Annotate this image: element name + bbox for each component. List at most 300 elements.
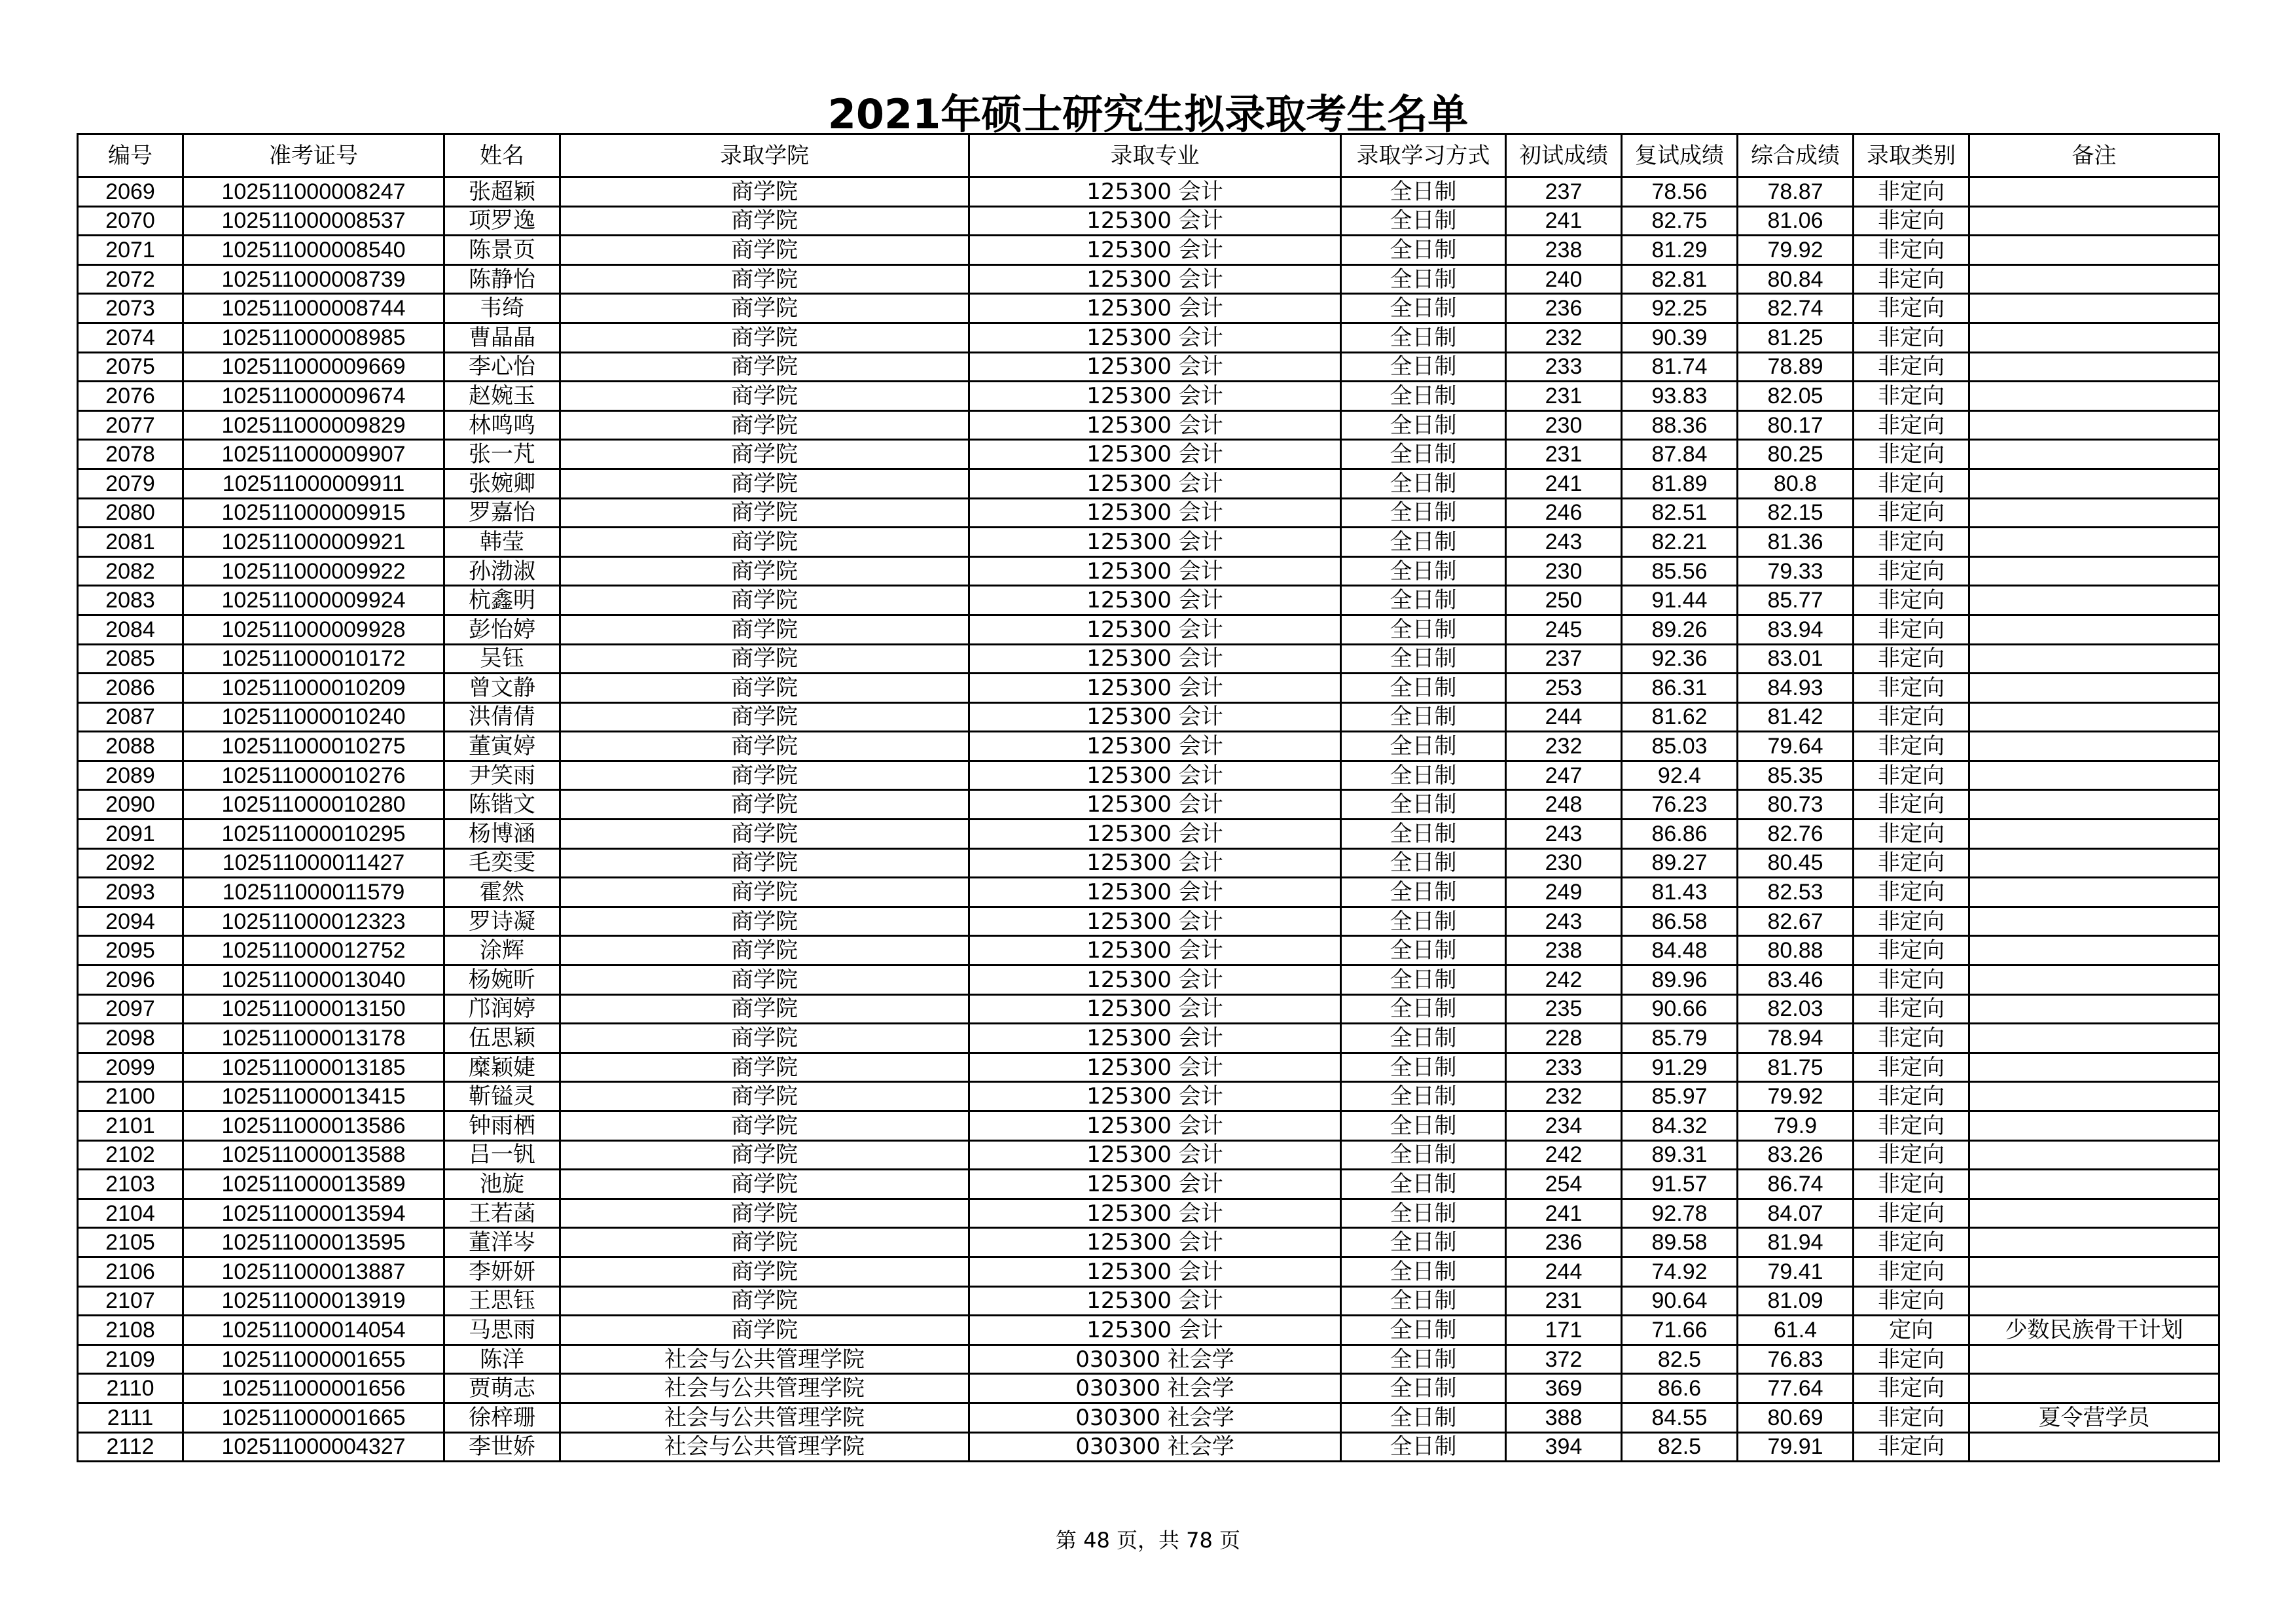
- cell-school: 商学院: [560, 1053, 969, 1082]
- table-row: [78, 556, 2219, 586]
- col-header-category: 录取类别: [1854, 134, 1969, 177]
- cell-study-mode: 全日制: [1341, 1344, 1506, 1374]
- cell-retest-score: 81.89: [1622, 469, 1738, 498]
- col-header-retest-score: 复试成绩: [1622, 134, 1738, 177]
- cell-initial-score: 241: [1506, 469, 1622, 498]
- cell-initial-score: 230: [1506, 410, 1622, 440]
- cell-overall-score: 80.69: [1738, 1403, 1854, 1432]
- cell-name: 徐梓珊: [444, 1403, 560, 1432]
- cell-major: 125300 会计: [969, 586, 1341, 615]
- cell-remarks: [1969, 615, 2219, 644]
- cell-exam-number: 102511000009674: [183, 382, 444, 411]
- cell-major: 125300 会计: [969, 1199, 1341, 1228]
- cell-name: 钟雨栖: [444, 1111, 560, 1141]
- cell-id: 2095: [78, 936, 183, 965]
- cell-school: 商学院: [560, 907, 969, 936]
- cell-category: 非定向: [1854, 556, 1969, 586]
- cell-name: 杨博涵: [444, 820, 560, 849]
- cell-exam-number: 102511000001656: [183, 1374, 444, 1403]
- cell-category: 非定向: [1854, 1170, 1969, 1199]
- cell-exam-number: 102511000013415: [183, 1082, 444, 1111]
- cell-retest-score: 92.25: [1622, 294, 1738, 323]
- cell-school: 商学院: [560, 1024, 969, 1053]
- cell-id: 2105: [78, 1228, 183, 1257]
- table-row: [78, 382, 2219, 411]
- cell-study-mode: 全日制: [1341, 206, 1506, 236]
- table-row: [78, 936, 2219, 965]
- cell-initial-score: 394: [1506, 1432, 1622, 1462]
- cell-remarks: 少数民族骨干计划: [1969, 1316, 2219, 1345]
- col-header-overall-score: 综合成绩: [1738, 134, 1854, 177]
- cell-id: 2078: [78, 440, 183, 469]
- table-row: [78, 848, 2219, 878]
- cell-study-mode: 全日制: [1341, 1053, 1506, 1082]
- cell-exam-number: 102511000013040: [183, 965, 444, 995]
- cell-retest-score: 89.27: [1622, 848, 1738, 878]
- cell-exam-number: 102511000001665: [183, 1403, 444, 1432]
- cell-category: 非定向: [1854, 177, 1969, 207]
- cell-initial-score: 241: [1506, 206, 1622, 236]
- cell-initial-score: 243: [1506, 528, 1622, 557]
- cell-retest-score: 82.51: [1622, 498, 1738, 528]
- cell-school: 社会与公共管理学院: [560, 1403, 969, 1432]
- cell-overall-score: 80.8: [1738, 469, 1854, 498]
- cell-study-mode: 全日制: [1341, 790, 1506, 820]
- cell-id: 2079: [78, 469, 183, 498]
- table-row: [78, 264, 2219, 294]
- cell-exam-number: 102511000010280: [183, 790, 444, 820]
- cell-exam-number: 102511000009907: [183, 440, 444, 469]
- cell-initial-score: 237: [1506, 644, 1622, 674]
- cell-major: 125300 会计: [969, 528, 1341, 557]
- cell-major: 125300 会计: [969, 469, 1341, 498]
- cell-school: 商学院: [560, 528, 969, 557]
- cell-overall-score: 61.4: [1738, 1316, 1854, 1345]
- cell-remarks: [1969, 469, 2219, 498]
- cell-retest-score: 74.92: [1622, 1257, 1738, 1286]
- cell-retest-score: 92.4: [1622, 761, 1738, 790]
- cell-school: 商学院: [560, 820, 969, 849]
- cell-retest-score: 92.78: [1622, 1199, 1738, 1228]
- cell-major: 125300 会计: [969, 1140, 1341, 1170]
- cell-exam-number: 102511000012752: [183, 936, 444, 965]
- table-row: [78, 352, 2219, 382]
- col-header-school: 录取学院: [560, 134, 969, 177]
- table-row: [78, 1053, 2219, 1082]
- table-row: [78, 586, 2219, 615]
- cell-major: 125300 会计: [969, 820, 1341, 849]
- cell-initial-score: 232: [1506, 1082, 1622, 1111]
- cell-school: 商学院: [560, 1286, 969, 1316]
- cell-school: 商学院: [560, 761, 969, 790]
- cell-id: 2089: [78, 761, 183, 790]
- cell-major: 125300 会计: [969, 1170, 1341, 1199]
- cell-study-mode: 全日制: [1341, 1316, 1506, 1345]
- cell-overall-score: 79.91: [1738, 1432, 1854, 1462]
- cell-initial-score: 231: [1506, 382, 1622, 411]
- cell-overall-score: 82.74: [1738, 294, 1854, 323]
- cell-remarks: [1969, 382, 2219, 411]
- cell-exam-number: 102511000010172: [183, 644, 444, 674]
- cell-overall-score: 81.06: [1738, 206, 1854, 236]
- cell-initial-score: 171: [1506, 1316, 1622, 1345]
- cell-retest-score: 89.26: [1622, 615, 1738, 644]
- cell-initial-score: 242: [1506, 1140, 1622, 1170]
- cell-category: 非定向: [1854, 1140, 1969, 1170]
- cell-initial-score: 230: [1506, 556, 1622, 586]
- table-row: [78, 994, 2219, 1024]
- cell-overall-score: 83.01: [1738, 644, 1854, 674]
- table-row: [78, 1140, 2219, 1170]
- cell-overall-score: 82.53: [1738, 878, 1854, 907]
- cell-category: 非定向: [1854, 1344, 1969, 1374]
- cell-study-mode: 全日制: [1341, 615, 1506, 644]
- cell-exam-number: 102511000009915: [183, 498, 444, 528]
- cell-school: 商学院: [560, 790, 969, 820]
- cell-study-mode: 全日制: [1341, 294, 1506, 323]
- cell-id: 2109: [78, 1344, 183, 1374]
- cell-initial-score: 242: [1506, 965, 1622, 995]
- cell-overall-score: 79.41: [1738, 1257, 1854, 1286]
- cell-name: 董寅婷: [444, 732, 560, 761]
- cell-initial-score: 246: [1506, 498, 1622, 528]
- cell-major: 125300 会计: [969, 1286, 1341, 1316]
- cell-remarks: [1969, 1111, 2219, 1141]
- cell-study-mode: 全日制: [1341, 264, 1506, 294]
- cell-retest-score: 91.44: [1622, 586, 1738, 615]
- cell-retest-score: 84.55: [1622, 1403, 1738, 1432]
- table-row: [78, 1316, 2219, 1345]
- cell-category: 非定向: [1854, 994, 1969, 1024]
- cell-major: 125300 会计: [969, 1111, 1341, 1141]
- table-row: [78, 965, 2219, 995]
- cell-remarks: [1969, 1082, 2219, 1111]
- cell-overall-score: 84.93: [1738, 674, 1854, 703]
- cell-initial-score: 388: [1506, 1403, 1622, 1432]
- col-header-exam-number: 准考证号: [183, 134, 444, 177]
- cell-initial-score: 233: [1506, 352, 1622, 382]
- cell-major: 125300 会计: [969, 177, 1341, 207]
- cell-name: 赵婉玉: [444, 382, 560, 411]
- cell-study-mode: 全日制: [1341, 936, 1506, 965]
- table-row: [78, 1257, 2219, 1286]
- cell-id: 2107: [78, 1286, 183, 1316]
- cell-category: 非定向: [1854, 264, 1969, 294]
- table-row: [78, 644, 2219, 674]
- table-row: [78, 294, 2219, 323]
- cell-study-mode: 全日制: [1341, 440, 1506, 469]
- table-row: [78, 878, 2219, 907]
- cell-category: 非定向: [1854, 1082, 1969, 1111]
- cell-major: 125300 会计: [969, 1082, 1341, 1111]
- cell-name: 张婉卿: [444, 469, 560, 498]
- cell-retest-score: 92.36: [1622, 644, 1738, 674]
- cell-retest-score: 81.62: [1622, 702, 1738, 732]
- cell-exam-number: 102511000009829: [183, 410, 444, 440]
- cell-id: 2072: [78, 264, 183, 294]
- cell-major: 030300 社会学: [969, 1403, 1341, 1432]
- cell-major: 030300 社会学: [969, 1374, 1341, 1403]
- table-row: [78, 206, 2219, 236]
- cell-id: 2082: [78, 556, 183, 586]
- cell-exam-number: 102511000013594: [183, 1199, 444, 1228]
- cell-name: 糜颖婕: [444, 1053, 560, 1082]
- cell-study-mode: 全日制: [1341, 1111, 1506, 1141]
- cell-school: 商学院: [560, 382, 969, 411]
- cell-category: 非定向: [1854, 965, 1969, 995]
- cell-id: 2076: [78, 382, 183, 411]
- cell-overall-score: 84.07: [1738, 1199, 1854, 1228]
- cell-id: 2070: [78, 206, 183, 236]
- cell-category: 非定向: [1854, 410, 1969, 440]
- cell-overall-score: 83.46: [1738, 965, 1854, 995]
- cell-major: 125300 会计: [969, 294, 1341, 323]
- cell-major: 030300 社会学: [969, 1432, 1341, 1462]
- cell-id: 2094: [78, 907, 183, 936]
- cell-exam-number: 102511000001655: [183, 1344, 444, 1374]
- cell-category: 非定向: [1854, 382, 1969, 411]
- cell-retest-score: 81.74: [1622, 352, 1738, 382]
- cell-category: 非定向: [1854, 498, 1969, 528]
- cell-remarks: [1969, 177, 2219, 207]
- cell-name: 韩莹: [444, 528, 560, 557]
- cell-retest-score: 85.97: [1622, 1082, 1738, 1111]
- cell-category: 非定向: [1854, 1199, 1969, 1228]
- cell-retest-score: 89.58: [1622, 1228, 1738, 1257]
- cell-remarks: [1969, 440, 2219, 469]
- cell-id: 2087: [78, 702, 183, 732]
- table-row: [78, 1024, 2219, 1053]
- cell-retest-score: 90.64: [1622, 1286, 1738, 1316]
- cell-id: 2100: [78, 1082, 183, 1111]
- table-row: [78, 615, 2219, 644]
- cell-major: 125300 会计: [969, 352, 1341, 382]
- cell-major: 125300 会计: [969, 644, 1341, 674]
- cell-exam-number: 102511000010275: [183, 732, 444, 761]
- cell-major: 125300 会计: [969, 965, 1341, 995]
- cell-exam-number: 102511000013588: [183, 1140, 444, 1170]
- cell-initial-score: 244: [1506, 702, 1622, 732]
- cell-school: 商学院: [560, 294, 969, 323]
- cell-id: 2073: [78, 294, 183, 323]
- cell-category: 非定向: [1854, 702, 1969, 732]
- cell-id: 2069: [78, 177, 183, 207]
- cell-exam-number: 102511000009669: [183, 352, 444, 382]
- cell-overall-score: 82.67: [1738, 907, 1854, 936]
- cell-study-mode: 全日制: [1341, 323, 1506, 352]
- cell-remarks: [1969, 1199, 2219, 1228]
- cell-remarks: [1969, 732, 2219, 761]
- cell-name: 贾萌志: [444, 1374, 560, 1403]
- cell-overall-score: 86.74: [1738, 1170, 1854, 1199]
- cell-school: 商学院: [560, 1228, 969, 1257]
- cell-name: 韦绮: [444, 294, 560, 323]
- cell-overall-score: 80.45: [1738, 848, 1854, 878]
- cell-school: 商学院: [560, 674, 969, 703]
- cell-id: 2083: [78, 586, 183, 615]
- cell-study-mode: 全日制: [1341, 674, 1506, 703]
- cell-retest-score: 93.83: [1622, 382, 1738, 411]
- cell-id: 2106: [78, 1257, 183, 1286]
- cell-retest-score: 81.43: [1622, 878, 1738, 907]
- table-row: [78, 1228, 2219, 1257]
- table-row: [78, 1199, 2219, 1228]
- cell-initial-score: 236: [1506, 1228, 1622, 1257]
- cell-id: 2098: [78, 1024, 183, 1053]
- cell-remarks: [1969, 323, 2219, 352]
- cell-remarks: [1969, 820, 2219, 849]
- cell-overall-score: 80.84: [1738, 264, 1854, 294]
- cell-school: 商学院: [560, 352, 969, 382]
- table-row: [78, 1170, 2219, 1199]
- cell-remarks: [1969, 1024, 2219, 1053]
- cell-major: 125300 会计: [969, 878, 1341, 907]
- cell-study-mode: 全日制: [1341, 352, 1506, 382]
- cell-initial-score: 232: [1506, 323, 1622, 352]
- cell-overall-score: 78.87: [1738, 177, 1854, 207]
- cell-name: 曹晶晶: [444, 323, 560, 352]
- cell-remarks: [1969, 1257, 2219, 1286]
- cell-retest-score: 86.31: [1622, 674, 1738, 703]
- cell-study-mode: 全日制: [1341, 848, 1506, 878]
- cell-remarks: [1969, 761, 2219, 790]
- cell-id: 2092: [78, 848, 183, 878]
- cell-name: 杨婉昕: [444, 965, 560, 995]
- cell-major: 125300 会计: [969, 1228, 1341, 1257]
- col-header-study-mode: 录取学习方式: [1341, 134, 1506, 177]
- cell-remarks: [1969, 702, 2219, 732]
- cell-category: 非定向: [1854, 732, 1969, 761]
- cell-major: 125300 会计: [969, 498, 1341, 528]
- cell-study-mode: 全日制: [1341, 702, 1506, 732]
- cell-overall-score: 79.92: [1738, 1082, 1854, 1111]
- cell-initial-score: 243: [1506, 820, 1622, 849]
- cell-overall-score: 81.25: [1738, 323, 1854, 352]
- cell-name: 靳镒灵: [444, 1082, 560, 1111]
- cell-study-mode: 全日制: [1341, 1024, 1506, 1053]
- cell-id: 2093: [78, 878, 183, 907]
- cell-category: 非定向: [1854, 878, 1969, 907]
- cell-overall-score: 82.05: [1738, 382, 1854, 411]
- cell-school: 商学院: [560, 1170, 969, 1199]
- cell-exam-number: 102511000013595: [183, 1228, 444, 1257]
- cell-study-mode: 全日制: [1341, 1257, 1506, 1286]
- cell-remarks: [1969, 1140, 2219, 1170]
- cell-name: 涂辉: [444, 936, 560, 965]
- cell-initial-score: 231: [1506, 440, 1622, 469]
- cell-school: 商学院: [560, 469, 969, 498]
- cell-overall-score: 82.15: [1738, 498, 1854, 528]
- cell-exam-number: 102511000010240: [183, 702, 444, 732]
- cell-overall-score: 83.94: [1738, 615, 1854, 644]
- cell-id: 2101: [78, 1111, 183, 1141]
- cell-major: 125300 会计: [969, 848, 1341, 878]
- cell-id: 2081: [78, 528, 183, 557]
- cell-initial-score: 254: [1506, 1170, 1622, 1199]
- cell-study-mode: 全日制: [1341, 994, 1506, 1024]
- cell-name: 李妍妍: [444, 1257, 560, 1286]
- cell-retest-score: 82.21: [1622, 528, 1738, 557]
- cell-category: 定向: [1854, 1316, 1969, 1345]
- cell-overall-score: 78.89: [1738, 352, 1854, 382]
- cell-major: 125300 会计: [969, 1053, 1341, 1082]
- cell-initial-score: 250: [1506, 586, 1622, 615]
- cell-school: 商学院: [560, 644, 969, 674]
- cell-remarks: [1969, 965, 2219, 995]
- cell-retest-score: 91.57: [1622, 1170, 1738, 1199]
- cell-study-mode: 全日制: [1341, 528, 1506, 557]
- cell-study-mode: 全日制: [1341, 965, 1506, 995]
- cell-category: 非定向: [1854, 469, 1969, 498]
- cell-major: 125300 会计: [969, 323, 1341, 352]
- table-row: [78, 674, 2219, 703]
- cell-name: 陈景页: [444, 236, 560, 265]
- cell-overall-score: 80.25: [1738, 440, 1854, 469]
- cell-id: 2085: [78, 644, 183, 674]
- cell-name: 杭鑫明: [444, 586, 560, 615]
- cell-overall-score: 82.03: [1738, 994, 1854, 1024]
- cell-id: 2102: [78, 1140, 183, 1170]
- cell-study-mode: 全日制: [1341, 236, 1506, 265]
- cell-retest-score: 84.48: [1622, 936, 1738, 965]
- cell-id: 2096: [78, 965, 183, 995]
- cell-category: 非定向: [1854, 820, 1969, 849]
- cell-exam-number: 102511000013919: [183, 1286, 444, 1316]
- cell-school: 商学院: [560, 1257, 969, 1286]
- cell-name: 李世娇: [444, 1432, 560, 1462]
- cell-study-mode: 全日制: [1341, 1082, 1506, 1111]
- cell-major: 125300 会计: [969, 674, 1341, 703]
- cell-remarks: [1969, 790, 2219, 820]
- cell-category: 非定向: [1854, 586, 1969, 615]
- cell-category: 非定向: [1854, 848, 1969, 878]
- cell-initial-score: 234: [1506, 1111, 1622, 1141]
- cell-exam-number: 102511000013185: [183, 1053, 444, 1082]
- cell-exam-number: 102511000012323: [183, 907, 444, 936]
- cell-exam-number: 102511000010295: [183, 820, 444, 849]
- cell-initial-score: 248: [1506, 790, 1622, 820]
- cell-retest-score: 85.03: [1622, 732, 1738, 761]
- cell-initial-score: 228: [1506, 1024, 1622, 1053]
- cell-category: 非定向: [1854, 294, 1969, 323]
- cell-name: 洪倩倩: [444, 702, 560, 732]
- table-header-row: [78, 134, 2219, 177]
- cell-retest-score: 85.56: [1622, 556, 1738, 586]
- cell-exam-number: 102511000009922: [183, 556, 444, 586]
- cell-name: 张超颖: [444, 177, 560, 207]
- cell-overall-score: 83.26: [1738, 1140, 1854, 1170]
- cell-name: 罗诗凝: [444, 907, 560, 936]
- table-row: [78, 1111, 2219, 1141]
- cell-major: 125300 会计: [969, 1024, 1341, 1053]
- table-row: [78, 177, 2219, 207]
- cell-study-mode: 全日制: [1341, 556, 1506, 586]
- cell-major: 125300 会计: [969, 907, 1341, 936]
- cell-name: 吴钰: [444, 644, 560, 674]
- cell-overall-score: 79.33: [1738, 556, 1854, 586]
- cell-name: 李心怡: [444, 352, 560, 382]
- table-row: [78, 790, 2219, 820]
- cell-study-mode: 全日制: [1341, 469, 1506, 498]
- cell-retest-score: 78.56: [1622, 177, 1738, 207]
- cell-id: 2108: [78, 1316, 183, 1345]
- cell-school: 商学院: [560, 1082, 969, 1111]
- cell-school: 商学院: [560, 586, 969, 615]
- cell-school: 商学院: [560, 878, 969, 907]
- cell-remarks: [1969, 1286, 2219, 1316]
- cell-category: 非定向: [1854, 1286, 1969, 1316]
- cell-retest-score: 90.66: [1622, 994, 1738, 1024]
